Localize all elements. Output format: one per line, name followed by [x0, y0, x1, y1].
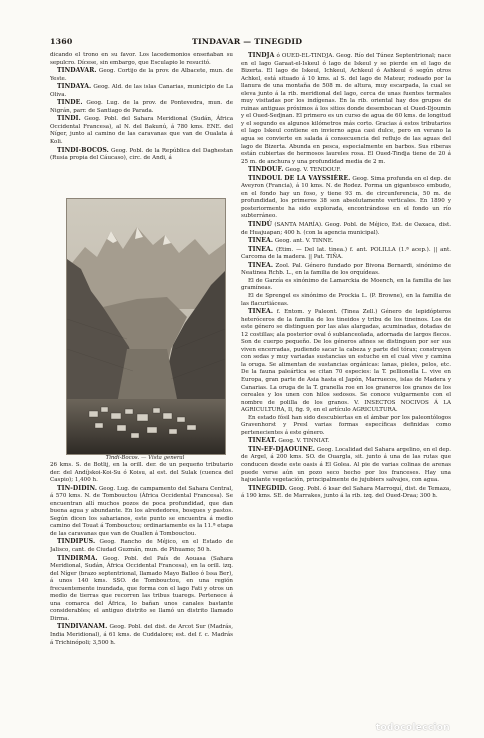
dictionary-entry — [241, 221, 451, 237]
dictionary-entry — [50, 485, 233, 539]
dictionary-entry — [50, 462, 233, 485]
entry-headword: TINEA. — [248, 261, 274, 269]
entry-text: ó OUED-EL-TINDJA. Geog. Río del Túnez Septentrional; nace en el lago Garaat-el-Iskeul ó lago de Iskeul y se pierde en el lago de Bizerta. El lago de Iskeul, Ichkeul, Achkeul ó Ashkeul ó según otros Achkel, está situado á 10 kms. al S. del lago de Mateur, rodeado por la llanura de una montaña de 508 m. de altura, muy escarpada, la cual se eleva junto á la rib. meridional del lago, cerca de unas fuentes termales muy visitadas por los indígenas. En la rib. oriental hay dos grupos de ruinas antiguas próximos á los sitios donde desembocan el Oued-Djoumin y el Oued-Sedjnan. El primero es un curso de agua de 60 kms. de longitud y el segundo es algunos kilómetros más corto. Gracias á estos tributarios el lago Iskeul contiene en invierno agua casi dulce, pero en verano la agua se convierte en salada á consecuencia del reflujo de las aguas del lago de Bizerta. Abunda en pesca, especialmente en barbos. Sus riberas están cubiertas de hermosos laureles rosa. El Oued-Tindja tiene de 20 á 25 m. de anchura y una profundidad media de 2 m. — [241, 53, 451, 165]
dictionary-entry — [50, 555, 233, 624]
mountain-village-engraving — [67, 199, 225, 454]
dictionary-entry — [241, 166, 451, 175]
entry-headword: TINDI-BOCOS. — [57, 146, 109, 154]
entry-text: (SANTA MARÍA). Geog. Pobl. de Méjico, Est. de Oaxaca, dist. de Huajuapan; 400 h. (con la agencia municipal). — [241, 222, 451, 236]
dictionary-entry — [50, 67, 233, 83]
dictionary-entry — [241, 175, 451, 221]
entry-headword: TINDIRMA. — [57, 554, 98, 562]
entry-text: dicando el trono en su favor. Los lacedemonios enseñaban su sepulcro. Dícese, sin embargo, que Esculapio le resucitó. — [50, 52, 233, 66]
dictionary-entry — [241, 262, 451, 278]
entry-text: Geog. Cortijo de la prov. de Albacete, mun. de Yeste. — [50, 68, 233, 82]
dictionary-entry — [241, 52, 451, 166]
entry-headword: TINEAT. — [248, 437, 277, 445]
entry-text: Geog. Sima profunda en el dep. de Aveyron (Francia), á 10 kms. N. de Rodez. Forma un gigantesco embudo, en el fondo hay un foso, y tiene 93 m. de circunferencia, 50 m. de profundidad, los primeros 38 son absolutamente verticales. En 1890 y posteriormente ha sido explorada, encontrándose en el fondo un río subterráneo. — [241, 175, 451, 220]
entry-headword: TINDIVANAM. — [57, 623, 108, 631]
dictionary-entry — [50, 538, 233, 554]
running-header — [50, 37, 448, 49]
entry-text: El de Garzía es sinónimo de Lamarckia de Moench, en la familia de las gramíneas. — [241, 277, 451, 292]
entry-headword: TINEA. — [248, 237, 274, 245]
entry-text: Geog. Pobl. del dist. de Arcot Sur (Madrás, India Meridional), á 61 kms. de Cuddalore; est. del f. c. Madrás á Trichinópoli; 3,500 h. — [50, 624, 233, 646]
entry-headword: TIN-DIDIN. — [57, 484, 98, 492]
left-column-top — [50, 52, 233, 196]
dictionary-entry — [241, 437, 451, 446]
entry-text: (Etim. — Del lat. tinea.) f. ant. POLILLA (1.ª acep.). || ant. Carcoma de la madera. || Pat. TIÑA. — [241, 246, 451, 261]
dictionary-entry — [50, 623, 233, 647]
entry-text: f. Entom. y Paleont. (Tinea Zell.) Género de lepidópteros heteróceros de la familia de los tineidos y tribu de los tineinos. Los de este género se distinguen por las alas alargadas, acuminadas, dotadas de 12 costillas; ala posterior oval ó sublanceolada, adornada de largos flecos. Son de cuerpo pequeño. De los géneros afines se distinguen por ser sus viven encerradas, pudiendo sacar la cabeza y parte del tórax; construyen con sedas y muy variadas sustancias un estuche en el cual vive y camina la oruga. Se alimentan de sustancias orgánicas: lanas, pieles, pelos, etc. De la fauna paleártica se citan 70 especies: la T. pellionella L. vive en Europa, gran parte de Asia hasta el Japón, Marruecos, islas de Madera y Canarias. La oruga de la T. granella roe en los graneros los granos de los cereales y los unen con hilos sedosos. Se conoce vulgarmente con el nombre de polilla de los granos. V. INSECTOS NOCIVOS Á LA AGRICULTURA, Il, fig. 9, en el artículo AGRICULTURA. — [241, 309, 451, 414]
dictionary-entry — [50, 83, 233, 99]
entry-text: Geog. V. TENDOUF. — [285, 167, 341, 174]
watermark: todocoleccion — [375, 723, 450, 733]
entry-text: Zool. Pal. Género fundado por Bivona Bernardi, sinónimo de Neatinea Rchb. L., en la familia de los orquídeas. — [241, 262, 451, 277]
entry-text: Geog. Pobl. ó ksar del Sahara Marroquí, dist. de Temaza, á 190 kms. SE. de Marrakes, junto á la rib. izq. del Oued-Draa; 300 h. — [241, 485, 451, 500]
entry-text: Geog. ant. V. TINNE. — [274, 238, 334, 245]
dictionary-entry — [241, 246, 451, 262]
entry-text: Geog. Rancho de Méjico, en el Estado de Jalisco, cant. de Ciudad Guzmán, mun. de Pihuamo; 50 h. — [50, 539, 233, 554]
tindi-bocos-photo — [66, 198, 226, 455]
entry-headword: TINDAYA. — [57, 83, 92, 91]
entry-headword: TINEA. — [248, 245, 274, 253]
entry-text: Geog. Lug. de campamento del Sahara Central, á 570 kms. N. de Tombouctou (África Occidental Francesa). Se encuentran allí muchos pozos de poca profundidad, que dan buena agua y abundante. En los alrededores, bosques y pastos. Según dicen los saharianos, este punto se encuentra á medio camino del Touat á Tombouctou; ordinariamente es la 11.ª etapa de las caravanas que van de Ouallen á Tombouctou. — [50, 485, 233, 537]
entry-headword: TINDIPUS. — [57, 538, 96, 546]
entry-text: Geog. Localidad del Sahara argelino, en el dep. de Argel, á 200 kms. SO. de Ouargla, sit. junto á una de las rutas que conducen desde este oasis á El Golea. Al pie de varias colinas de arenas puede verse aún un pozo seco hecho por los franceses. Hay una hajuelante vegetación, principalmente de jujubiers salvajes, con agua. — [241, 446, 451, 484]
entry-text: Geog. Lug. de la prov. de Pontevedra, mun. de Nigrán, parr. de Santiago de Parada. — [50, 100, 233, 114]
page-number: 1360 — [50, 37, 73, 46]
dictionary-entry — [241, 446, 451, 485]
entry-text: Geog. V. TINNIAT. — [278, 438, 330, 445]
entry-headword: TIN-EF-DJAOUINE. — [248, 445, 316, 453]
entry-text: Geog. Ald. de las islas Canarias, municipio de La Oliva. — [50, 84, 233, 98]
dictionary-entry — [241, 485, 451, 501]
entry-headword: TINEA. — [248, 308, 274, 316]
running-title: TINDAVAR — TINEGDID — [192, 37, 303, 46]
entry-headword: TINDAVAR. — [57, 67, 97, 75]
entry-text: El de Sprengel es sinónimo de Prockia L. (P. Browne), en la familia de las flacurtiáceas. — [241, 292, 451, 307]
entry-headword: TINDJA — [248, 52, 275, 59]
entry-headword: TINDE. — [57, 99, 83, 107]
dictionary-entry — [50, 99, 233, 115]
entry-text: Geog. Pobl. del País de Aouasa (Sahara Meridional, Sudán, África Occidental Francesa), en la orill. izq. del Níger (brazo septentrional, llamado Mayo Balleo ó Issa Ber), á unos 140 kms. SSO. de Tombouctou, en una región frecuentemente inundada, que forma con el lago Fati y otros un medio de tierras que recorren las tribus tuaregs. Pertenece á una comarca del África, lo bañan unos canales bastante considerables; el antiguo distrito se llamó un distrito llamado Dirma. — [50, 555, 233, 622]
entry-text: Geog. Pobl. de la República del Daghestan (Rusia propia del Cáucaso), circ. de Andi, á — [50, 147, 233, 162]
entry-headword: TINDOUF. — [248, 166, 284, 174]
dictionary-entry — [241, 308, 451, 415]
entry-text: Geog. Pobl. del Sahara Meridional (Sudán, África Occidental Francesa), al N. del Bakunú, á 780 kms. ENE. del Níger, junto al camino de las caravanas que van de Oualata á Koli. — [50, 116, 233, 146]
dictionary-entry — [50, 52, 233, 67]
dictionary-entry — [241, 278, 451, 293]
left-column-bottom — [50, 462, 233, 711]
entry-text: 26 kms. S. de Botlij, en la orill. der. de un pequeño tributario der. del Andíjskoi-Koi-Su ó Koisu, al est. del Sulak (cuenca del Caspio); 1,400 h. — [50, 462, 233, 484]
entry-headword: TINEGDID. — [248, 484, 288, 492]
dictionary-entry — [241, 237, 451, 246]
dictionary-entry — [50, 147, 233, 163]
entry-headword: TINDÚ — [248, 221, 273, 229]
photo-caption: Tindi-Bocos. — Vista general — [105, 455, 185, 461]
entry-text: En estado fósil han sido descubiertas en el ámbar por los paleontólogos Gravenhorst y Presl varias formas específicas definidas como pertenecientes á este género. — [241, 414, 451, 436]
dictionary-entry — [241, 415, 451, 438]
entry-headword: TINDOUL DE LA VAYSSIÈRE. — [248, 174, 351, 182]
entry-headword: TINDI. — [57, 115, 81, 123]
dictionary-entry — [241, 293, 451, 308]
right-column — [241, 52, 451, 704]
dictionary-entry — [50, 115, 233, 146]
